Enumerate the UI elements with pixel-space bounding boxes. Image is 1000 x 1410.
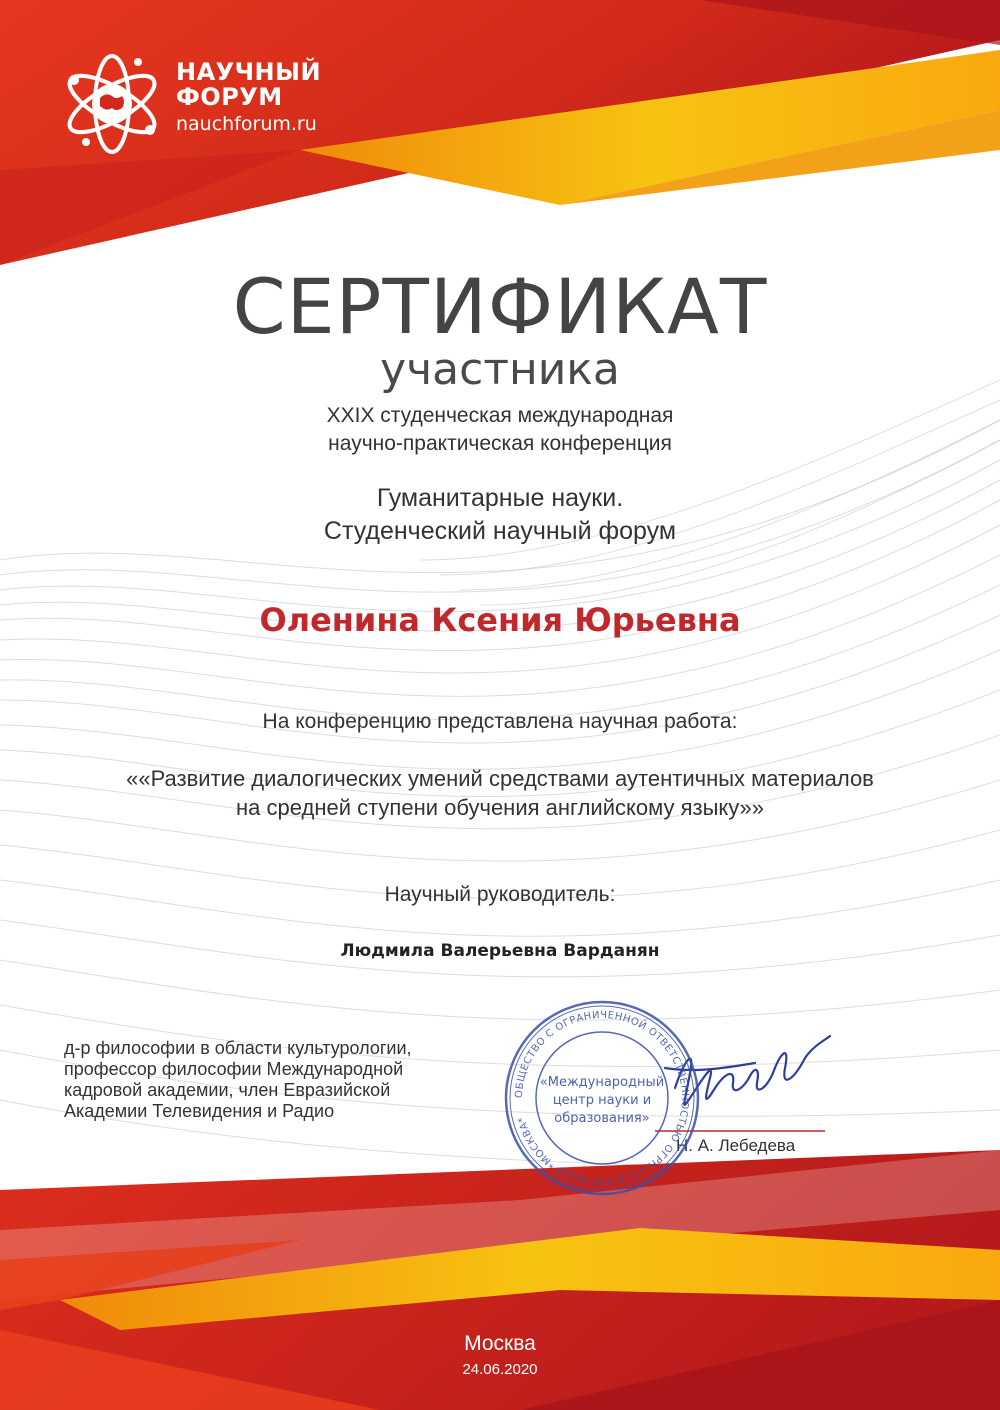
work-title (0, 764, 1000, 822)
stamp-ring-text: ОБЩЕСТВО С ОГРАНИЧЕННОЙ ОТВЕТСТВЕННОСТЬЮ ОГРН 1127746510149 *МОСКВА* (513, 1009, 691, 1187)
conference-name (0, 402, 1000, 458)
stamp-line-3: образования» (554, 1111, 650, 1126)
participant-name: Оленина Ксения Юрьевна (259, 601, 741, 639)
conference-line-2: научно-практическая конференция (328, 432, 672, 455)
signer-name: Н. А. Лебедева (676, 1136, 796, 1155)
brand-site: nauchforum.ru (176, 113, 317, 135)
section-line-1: Гуманитарные науки. (376, 484, 624, 512)
stamp-line-1: «Международный (539, 1075, 665, 1090)
company-stamp (502, 998, 702, 1198)
work-title-line-1: ««Развитие диалогических умений средствами аутентичных материалов (126, 766, 874, 791)
supervisor-name: Людмила Валерьевна Варданян (340, 941, 660, 961)
brand-name: НАУЧНЫЙ ФОРУМ (176, 58, 322, 111)
atom-globe-icon (58, 50, 166, 158)
city: Москва (464, 1332, 536, 1355)
supervisor-title: д-р философии в области культурологии, профессор философии Международной кадровой академии, член Евразийской Академии Телевидения и Радио (64, 1038, 412, 1121)
certificate-title: СЕРТИФИКАТ (232, 262, 768, 351)
section-name (0, 482, 1000, 548)
certificate-subtitle: участника (380, 344, 620, 395)
supervisor-label: Научный руководитель: (384, 883, 616, 906)
nauchforum-logo[interactable] (58, 50, 358, 160)
section-line-2: Студенческий научный форум (323, 517, 677, 545)
work-title-line-2: на средней ступени обучения английскому языку»» (236, 795, 764, 820)
logo-text (176, 60, 321, 136)
work-label: На конференцию представлена научная работа: (262, 710, 738, 733)
stamp-line-2: центр науки и (552, 1093, 652, 1108)
issue-date: 24.06.2020 (462, 1361, 538, 1378)
conference-line-1: XXIX студенческая международная (326, 404, 674, 427)
